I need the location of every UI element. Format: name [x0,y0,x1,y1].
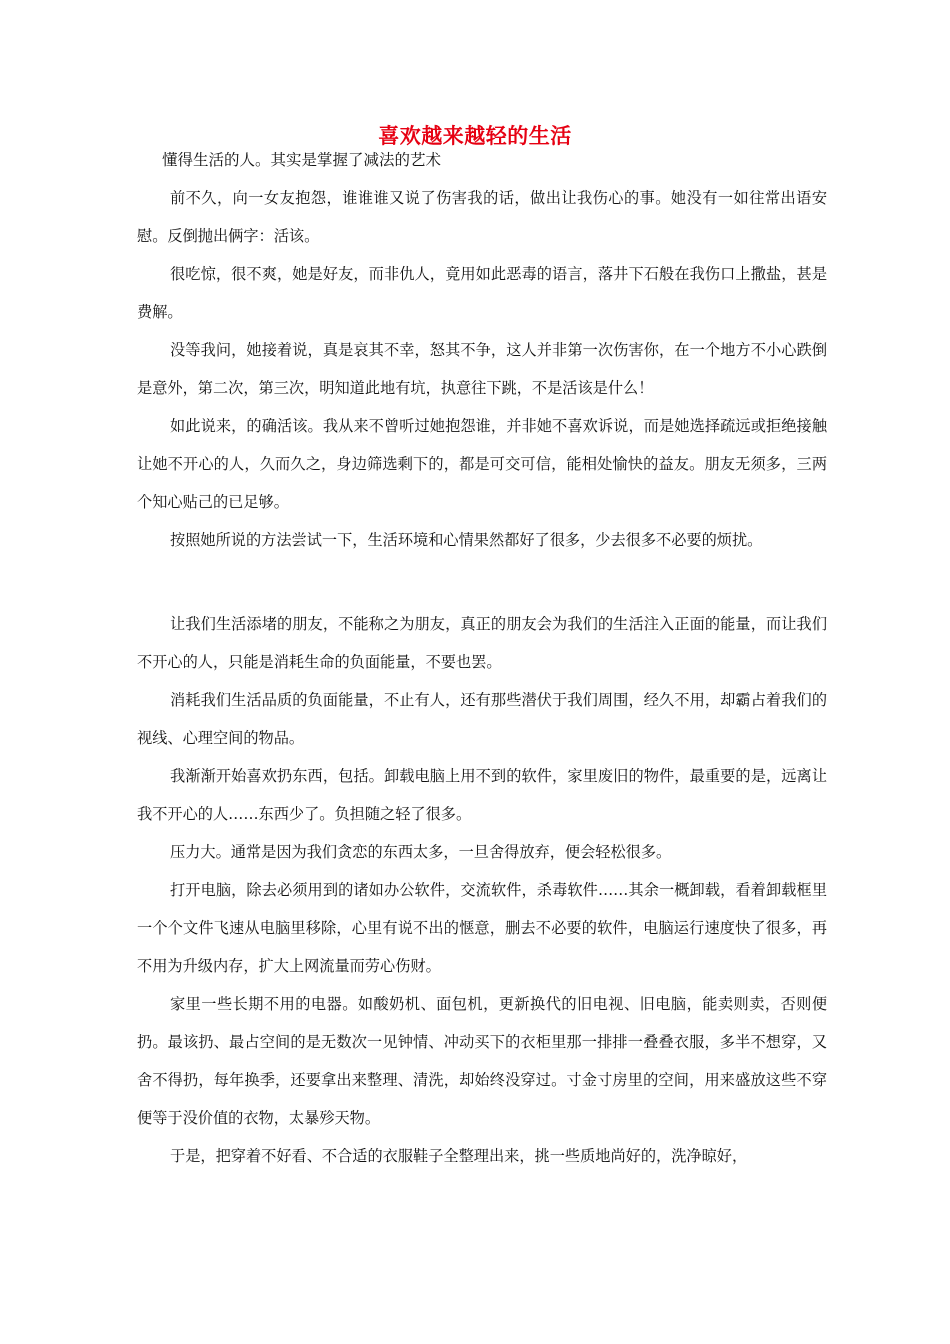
paragraph: 按照她所说的方法尝试一下，生活环境和心情果然都好了很多，少去很多不必要的烦扰。 [170,531,763,549]
body-section-2 [137,605,827,1175]
paragraph: 压力大。通常是因为我们贪恋的东西太多，一旦舍得放弃，便会轻松很多。 [170,843,672,861]
paragraph: 家里一些长期不用的电器。如酸奶机、面包机，更新换代的旧电视、旧电脑，能卖则卖，否则便扔。最该扔、最占空间的是无数次一见钟情、冲动买下的衣柜里那一排排一叠叠衣服，多半不想穿，又舍不得扔，每年换季，还要拿出来整理、清洗，却始终没穿过。寸金寸房里的空间，用来盛放这些不穿便等于没价值的衣物，太暴殄天物。 [137,995,827,1127]
paragraph: 让我们生活添堵的朋友，不能称之为朋友，真正的朋友会为我们的生活注入正面的能量，而让我们不开心的人，只能是消耗生命的负面能量，不要也罢。 [137,615,827,671]
document-subtitle: 懂得生活的人。其实是掌握了减法的艺术 [162,151,442,169]
paragraph: 前不久，向一女友抱怨，谁谁谁又说了伤害我的话，做出让我伤心的事。她没有一如往常出语安慰。反倒抛出俩字：活该。 [137,189,827,245]
document-title: 喜欢越来越轻的生活 [378,124,572,148]
paragraph: 消耗我们生活品质的负面能量，不止有人，还有那些潜伏于我们周围，经久不用，却霸占着我们的视线、心理空间的物品。 [137,691,827,747]
paragraph: 没等我问，她接着说，真是哀其不幸，怒其不争，这人并非第一次伤害你，在一个地方不小心跌倒是意外，第二次，第三次，明知道此地有坑，执意往下跳，不是活该是什么！ [137,341,827,397]
paragraph: 如此说来，的确活该。我从来不曾听过她抱怨谁，并非她不喜欢诉说，而是她选择疏远或拒绝接触让她不开心的人，久而久之，身边筛选剩下的，都是可交可信，能相处愉快的益友。朋友无须多，三两个知心贴己的已足够。 [137,417,827,511]
body-section-1 [137,179,827,559]
paragraph: 我渐渐开始喜欢扔东西，包括。卸载电脑上用不到的软件，家里废旧的物件，最重要的是，远离让我不开心的人……东西少了。负担随之轻了很多。 [137,767,827,823]
paragraph: 于是，把穿着不好看、不合适的衣服鞋子全整理出来，挑一些质地尚好的，洗净晾好， [170,1147,748,1165]
paragraph: 很吃惊，很不爽，她是好友，而非仇人，竟用如此恶毒的语言，落井下石般在我伤口上撒盐，甚是费解。 [137,265,827,321]
paragraph: 打开电脑，除去必须用到的诸如办公软件，交流软件，杀毒软件……其余一概卸载，看着卸载框里一个个文件飞速从电脑里移除，心里有说不出的惬意，删去不必要的软件，电脑运行速度快了很多，再不用为升级内存，扩大上网流量而劳心伤财。 [137,881,827,975]
